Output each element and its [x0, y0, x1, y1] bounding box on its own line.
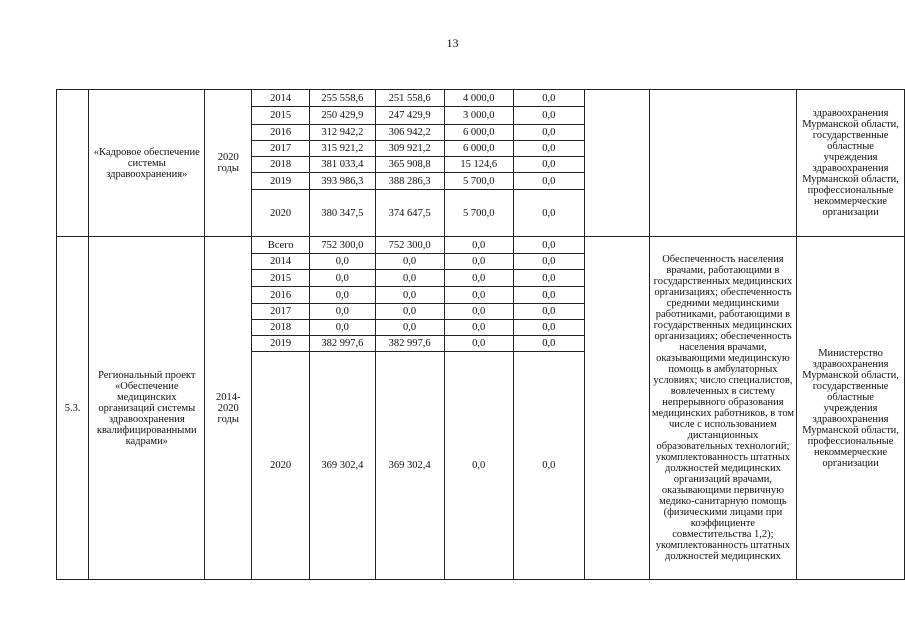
- program-table: [56, 89, 905, 580]
- federal-cell: 0,0: [444, 336, 513, 352]
- regional-cell: 0,0: [375, 287, 444, 304]
- other-cell: 0,0: [513, 190, 584, 237]
- total-cell: 312 942,2: [310, 125, 375, 141]
- federal-cell: 0,0: [444, 352, 513, 580]
- federal-cell: 15 124,6: [444, 157, 513, 173]
- federal-cell: 0,0: [444, 320, 513, 336]
- total-cell: 0,0: [310, 320, 375, 336]
- federal-cell: 6 000,0: [444, 141, 513, 157]
- period-cell: 2020 годы: [205, 90, 252, 237]
- other-cell: 0,0: [513, 320, 584, 336]
- indicators-cell: [649, 90, 796, 237]
- indicators-cell: Обеспеченность населения врачами, работающими в государственных медицинских организациях; обеспеченность средними медицинскими работниками, работающими в государственных медицинских организациях; обеспеченность населения врачами, оказывающими медицинскую помощь в амбулаторных условиях; число специалистов, вовлеченных в систему непрерывного образования медицинских работников, в том числе с использованием дистанционных образовательных технологий; укомплектованность штатных должностей медицинских организаций врачами, оказывающими первичную медико-санитарную помощь (физическими лицами при коэффициенте совместительства 1,2); укомплектованность штатных должностей медицинских: [649, 237, 796, 580]
- regional-cell: 247 429,9: [375, 107, 444, 125]
- regional-cell: 365 908,8: [375, 157, 444, 173]
- federal-cell: 5 700,0: [444, 190, 513, 237]
- other-cell: 0,0: [513, 287, 584, 304]
- year-cell: 2014: [252, 254, 310, 270]
- other-cell: 0,0: [513, 352, 584, 580]
- federal-cell: 0,0: [444, 237, 513, 254]
- total-cell: 315 921,2: [310, 141, 375, 157]
- number-cell: [57, 90, 89, 237]
- event-name-cell: «Кадровое обеспечение системы здравоохранения»: [89, 90, 205, 237]
- total-cell: 382 997,6: [310, 336, 375, 352]
- year-cell: 2016: [252, 125, 310, 141]
- event-name-cell: Региональный проект «Обеспечение медицинских организаций системы здравоохранения квалифицированными кадрами»: [89, 237, 205, 580]
- executor-cell: Министерство здравоохранения Мурманской области, государственные областные учреждения здравоохранения Мурманской области, профессиональные некоммерческие организации: [797, 237, 905, 580]
- other-cell: 0,0: [513, 237, 584, 254]
- total-cell: 0,0: [310, 304, 375, 320]
- year-cell: 2017: [252, 304, 310, 320]
- regional-cell: 752 300,0: [375, 237, 444, 254]
- regional-cell: 374 647,5: [375, 190, 444, 237]
- total-cell: 250 429,9: [310, 107, 375, 125]
- period-cell: 2014-2020 годы: [205, 237, 252, 580]
- federal-cell: 0,0: [444, 270, 513, 287]
- total-cell: 380 347,5: [310, 190, 375, 237]
- year-cell: 2015: [252, 107, 310, 125]
- total-cell: 369 302,4: [310, 352, 375, 580]
- regional-cell: 388 286,3: [375, 173, 444, 190]
- regional-cell: 369 302,4: [375, 352, 444, 580]
- executor-cell: здравоохранения Мурманской области, государственные областные учреждения здравоохранения Мурманской области, профессиональные некоммерческие организации: [797, 90, 905, 237]
- other-cell: 0,0: [513, 90, 584, 107]
- regional-cell: 251 558,6: [375, 90, 444, 107]
- other-cell: 0,0: [513, 254, 584, 270]
- table-row: [57, 237, 905, 254]
- regional-cell: 0,0: [375, 254, 444, 270]
- federal-cell: 3 000,0: [444, 107, 513, 125]
- total-cell: 255 558,6: [310, 90, 375, 107]
- year-cell: 2015: [252, 270, 310, 287]
- total-cell: 381 033,4: [310, 157, 375, 173]
- total-cell: 0,0: [310, 287, 375, 304]
- total-cell: 752 300,0: [310, 237, 375, 254]
- other-cell: 0,0: [513, 107, 584, 125]
- year-cell: 2014: [252, 90, 310, 107]
- number-cell: 5.3.: [57, 237, 89, 580]
- regional-cell: 382 997,6: [375, 336, 444, 352]
- year-cell: 2017: [252, 141, 310, 157]
- other-cell: 0,0: [513, 157, 584, 173]
- regional-cell: 0,0: [375, 304, 444, 320]
- year-cell: 2018: [252, 157, 310, 173]
- year-cell: 2019: [252, 173, 310, 190]
- other-cell: 0,0: [513, 173, 584, 190]
- federal-cell: 0,0: [444, 254, 513, 270]
- total-cell: 0,0: [310, 270, 375, 287]
- year-cell: 2018: [252, 320, 310, 336]
- federal-cell: 5 700,0: [444, 173, 513, 190]
- table-row: [57, 90, 905, 107]
- other-cell: 0,0: [513, 270, 584, 287]
- total-cell: 0,0: [310, 254, 375, 270]
- other-cell: 0,0: [513, 125, 584, 141]
- year-cell: Всего: [252, 237, 310, 254]
- other-cell: 0,0: [513, 336, 584, 352]
- total-cell: 393 986,3: [310, 173, 375, 190]
- empty-cell: [584, 90, 649, 237]
- regional-cell: 306 942,2: [375, 125, 444, 141]
- regional-cell: 0,0: [375, 320, 444, 336]
- page-number: 13: [446, 36, 459, 50]
- federal-cell: 6 000,0: [444, 125, 513, 141]
- federal-cell: 4 000,0: [444, 90, 513, 107]
- year-cell: 2020: [252, 190, 310, 237]
- regional-cell: 0,0: [375, 270, 444, 287]
- other-cell: 0,0: [513, 304, 584, 320]
- federal-cell: 0,0: [444, 304, 513, 320]
- federal-cell: 0,0: [444, 287, 513, 304]
- year-cell: 2019: [252, 336, 310, 352]
- year-cell: 2016: [252, 287, 310, 304]
- year-cell: 2020: [252, 352, 310, 580]
- other-cell: 0,0: [513, 141, 584, 157]
- regional-cell: 309 921,2: [375, 141, 444, 157]
- empty-cell: [584, 237, 649, 580]
